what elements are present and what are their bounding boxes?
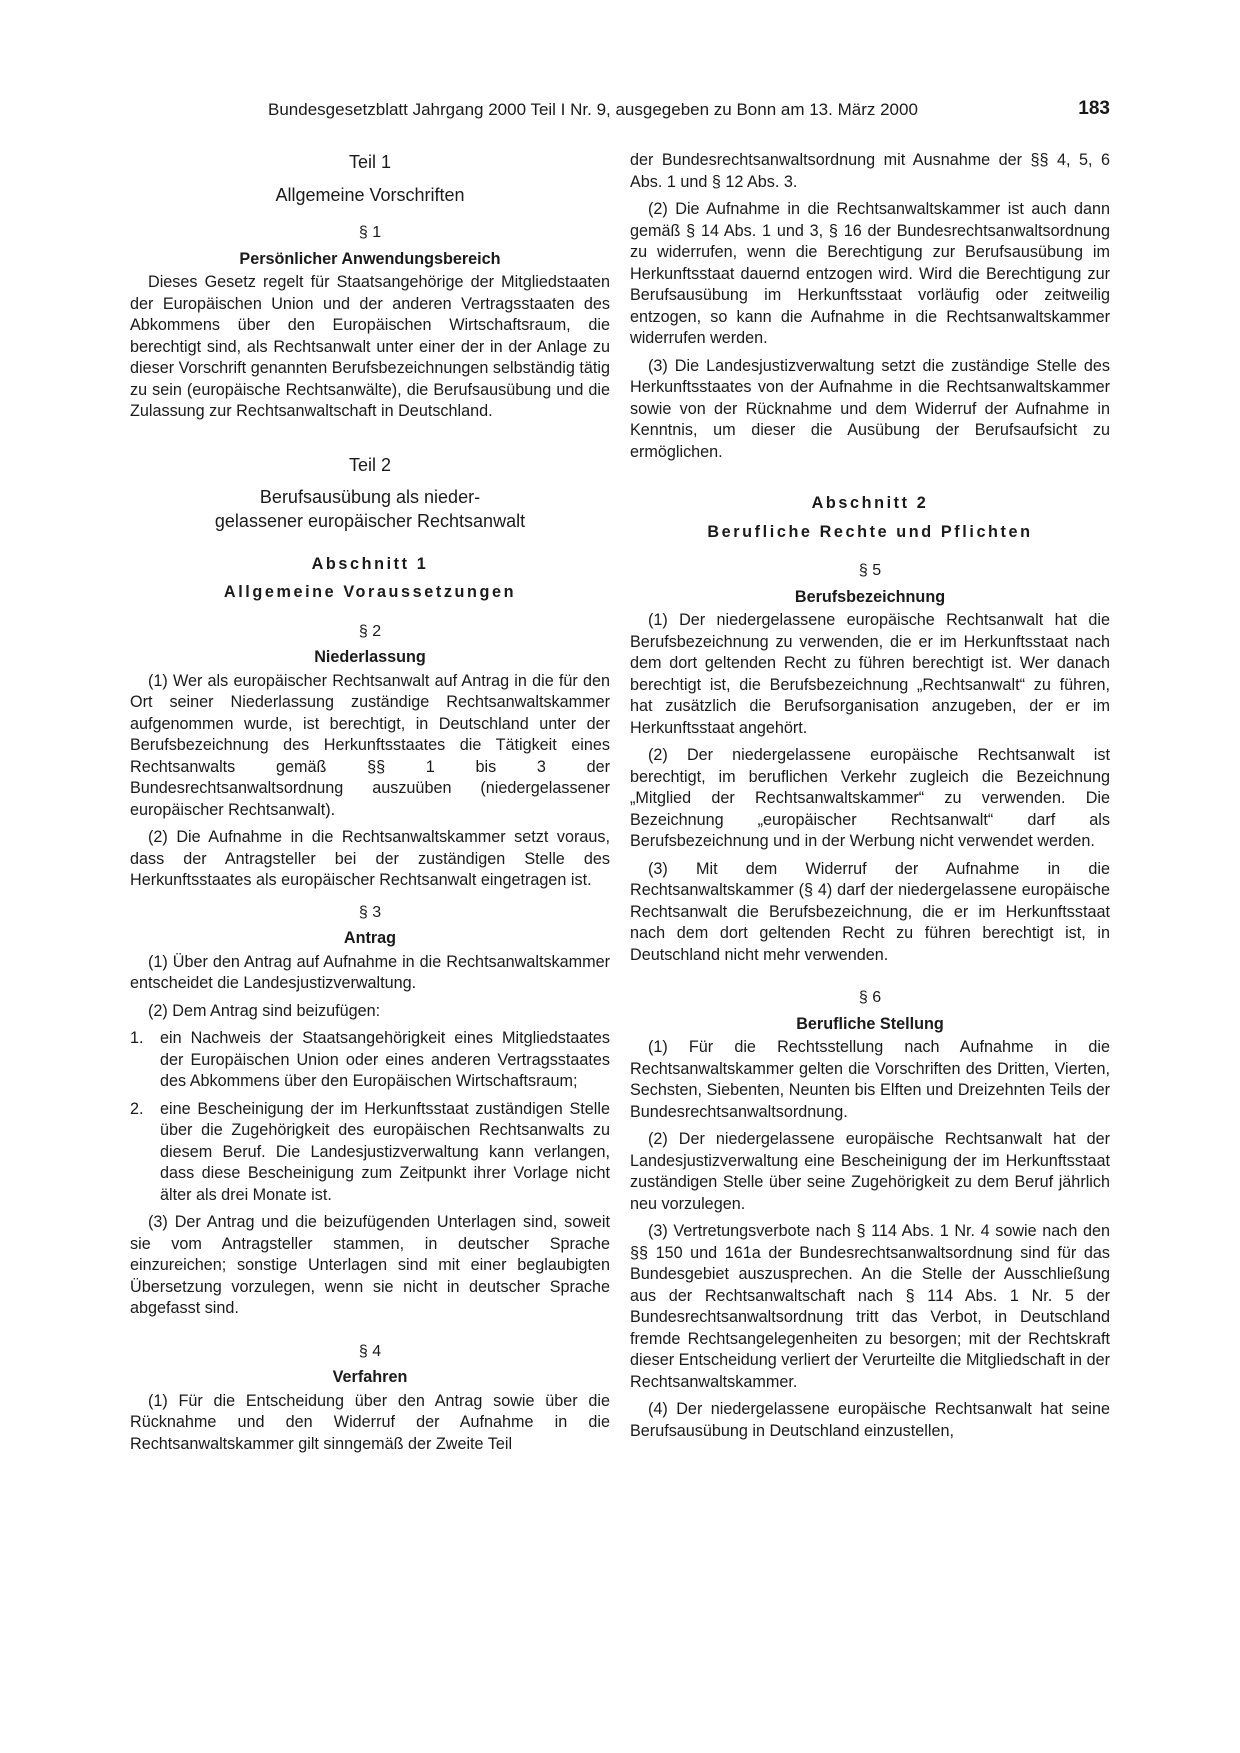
running-head: Bundesgesetzblatt Jahrgang 2000 Teil I Nr. 9, ausgegeben zu Bonn am 13. März 2000 — [268, 100, 918, 119]
page-header — [130, 100, 1110, 126]
section-4-paragraph-1-continued: der Bundesrechtsanwaltsordnung mit Ausnahme der §§ 4, 5, 6 Abs. 1 und § 12 Abs. 3. — [630, 151, 1110, 191]
section-2-label: § 2 — [358, 622, 382, 640]
abschnitt-2-label: Abschnitt 2 — [811, 494, 929, 512]
right-column — [630, 150, 1110, 1442]
list-item-text: ein Nachweis der Staatsangehörigkeit eines Mitgliedstaates der Europäischen Union oder eines anderen Vertragsstaates des Abkommens über den Europäischen Wirtschaftsraum; — [160, 1029, 610, 1090]
list-item-text: eine Bescheinigung der im Herkunftsstaat zuständigen Stelle über die Zugehörigkeit des europäischen Rechtsanwalts zu diesem Beruf. Die Landesjustizverwaltung kann verlangen, dass diese Bescheinigung zum Zeitpunkt ihrer Vorlage nicht älter als drei Monate ist. — [160, 1099, 610, 1204]
section-6-paragraph-1: (1) Für die Rechtsstellung nach Aufnahme in die Rechtsanwaltskammer gelten die Vorschriften des Dritten, Vierten, Sechsten, Siebenten, Neunten bis Elften und Dreizehnten Teils der Bundesrechtsanwaltsordnung. — [630, 1038, 1110, 1121]
section-4-paragraph-2: (2) Die Aufnahme in die Rechtsanwaltskammer ist auch dann gemäß § 14 Abs. 1 und 3, § 16 der Bundesrechtsanwaltsordnung zu widerrufen, wenn die Berechtigung zur Berufsausübung im Herkunftsstaat dauernd entzogen wird. Wird die Berechtigung zur Berufsausübung im Herkunftsstaat vorläufig oder zeitweilig entzogen, so kann die Aufnahme in die Rechtsanwaltskammer widerrufen werden. — [630, 200, 1110, 347]
section-6-paragraph-3: (3) Vertretungsverbote nach § 114 Abs. 1 Nr. 4 sowie nach den §§ 150 und 161a der Bundesrechtsanwaltsordnung sind für das Bundesgebiet auszusprechen. An die Stelle der Ausschließung aus der Rechtsanwaltschaft nach § 114 Abs. 1 Nr. 5 der Bundesrechtsanwaltsordnung tritt das Verbot, in Deutschland fremde Rechtsangelegenheiten zu besorgen; mit der Rechtskraft dieser Entscheidung verliert der Verurteilte die Mitgliedschaft in der Rechtsanwaltskammer. — [630, 1222, 1110, 1391]
list-number: 2. — [130, 1099, 144, 1118]
section-5-paragraph-2: (2) Der niedergelassene europäische Rechtsanwalt ist berechtigt, im beruflichen Verkehr zugleich die Bezeichnung „Mitglied der Rechtsanwaltskammer“ zu verwenden. Die Bezeichnung „europäischer Rechtsanwalt“ darf als Berufsbezeichnung und in der Werbung nicht verwendet werden. — [630, 746, 1110, 850]
section-5-label: § 5 — [858, 562, 882, 579]
section-6-paragraph-2: (2) Der niedergelassene europäische Rechtsanwalt hat der Landesjustizverwaltung eine Bescheinigung der im Herkunftsstaat zuständigen Stelle über seine Zugehörigkeit zu dem Beruf jährlich neu vorzulegen. — [630, 1130, 1110, 1213]
section-4-paragraph-3: (3) Die Landesjustizverwaltung setzt die zuständige Stelle des Herkunftsstaates von der Aufnahme in die Rechtsanwaltskammer sowie von der Rücknahme und dem Widerruf der Aufnahme in Kenntnis, um dieser die Ausübung der Berufsaufsicht zu ermöglichen. — [630, 356, 1110, 461]
section-5-title: Berufsbezeichnung — [794, 587, 946, 606]
section-2-paragraph-1: (1) Wer als europäischer Rechtsanwalt auf Antrag in die für den Ort seiner Niederlassung zuständige Rechtsanwaltskammer aufgenommen wurde, ist berechtigt, in Deutschland unter der Berufsbezeichnung des Herkunftsstaates die Tätigkeit eines Rechtsanwalts gemäß §§ 1 bis 3 der Bundesrechtsanwaltsordnung auszuüben (niedergelassener europäischer Rechtsanwalt). — [130, 671, 610, 819]
section-3-title: Antrag — [343, 929, 397, 947]
section-3-label: § 3 — [358, 903, 382, 921]
teil2-title-line-2: gelassener europäischer Rechtsanwalt — [214, 510, 526, 531]
abschnitt-1-label: Abschnitt 1 — [311, 554, 429, 573]
page-number: 183 — [1078, 98, 1110, 119]
abschnitt-2-title: Berufliche Rechte und Pflichten — [707, 522, 1033, 541]
teil1-label: Teil 1 — [348, 152, 392, 172]
section-3-list-item-1 — [130, 1028, 610, 1093]
section-4-paragraph-1: (1) Für die Entscheidung über den Antrag sowie über die Rücknahme und den Widerruf der Aufnahme in die Rechtsanwaltskammer gilt sinngemäß der Zweite Teil — [130, 1391, 610, 1453]
section-1-text: Dieses Gesetz regelt für Staatsangehörige der Mitgliedstaaten der Europäischen Union und der anderen Vertragsstaaten des Abkommens über den Europäischen Wirtschaftsraum, die berechtigt sind, als Rechtsanwalt unter einer der in der Anlage zu dieser Vorschrift genannten Berufsbezeichnungen selbständig tätig zu sein (europäische Rechtsanwälte), die Berufsausübung und die Zulassung zur Rechtsanwaltschaft in Deutschland. — [130, 273, 610, 420]
section-3-paragraph-3: (3) Der Antrag und die beizufügenden Unterlagen sind, soweit sie vom Antragsteller stammen, in deutscher Sprache einzureichen; sonstige Unterlagen sind mit einer beglaubigten Übersetzung vorzulegen, wenn sie nicht in deutscher Sprache abgefasst sind. — [130, 1213, 610, 1317]
teil1-title: Allgemeine Vorschriften — [275, 185, 465, 205]
section-5-paragraph-1: (1) Der niedergelassene europäische Rechtsanwalt hat die Berufsbezeichnung zu verwenden, die er im Herkunftsstaat nach dem dort geltenden Recht zu führen berechtigt ist. Wer danach berechtigt ist, die Berufsbezeichnung „Rechtsanwalt“ zu führen, hat zusätzlich die Berufsorganisation anzugeben, der er im Herkunftsstaat angehört. — [630, 611, 1110, 737]
section-1-label: § 1 — [358, 224, 382, 241]
teil2-label: Teil 2 — [348, 454, 392, 475]
section-4-label: § 4 — [358, 1342, 382, 1360]
list-number: 1. — [130, 1029, 144, 1047]
section-4-title: Verfahren — [332, 1368, 408, 1386]
section-3-paragraph-1: (1) Über den Antrag auf Aufnahme in die Rechtsanwaltskammer entscheidet die Landesjustizverwaltung. — [130, 952, 610, 992]
section-3-paragraph-2: (2) Dem Antrag sind beizufügen: — [148, 1001, 381, 1020]
abschnitt-1-title: Allgemeine Voraussetzungen — [223, 583, 517, 601]
section-1-title: Persönlicher Anwendungsbereich — [239, 249, 501, 268]
section-3-list-item-2 — [130, 1099, 610, 1207]
section-6-title: Berufliche Stellung — [796, 1014, 944, 1033]
section-6-paragraph-4: (4) Der niedergelassene europäische Rechtsanwalt hat seine Berufsausübung in Deutschland einzustellen, — [630, 1400, 1110, 1440]
section-2-title: Niederlassung — [314, 648, 426, 666]
section-2-paragraph-2: (2) Die Aufnahme in die Rechtsanwaltskammer setzt voraus, dass der Antragsteller bei der zuständigen Stelle des Herkunftsstaates als europäischer Rechtsanwalt eingetragen ist. — [130, 828, 610, 889]
left-column — [130, 150, 610, 1455]
section-5-paragraph-3: (3) Mit dem Widerruf der Aufnahme in die Rechtsanwaltskammer (§ 4) darf der niedergelassene europäische Rechtsanwalt die Berufsbezeichnung, die er im Herkunftsstaat nach dem dort geltenden Recht zu führen berechtigt ist, in Deutschland nicht mehr verwenden. — [630, 859, 1110, 964]
section-6-label: § 6 — [858, 989, 882, 1006]
teil2-title-line-1: Berufsausübung als nieder- — [259, 486, 481, 507]
